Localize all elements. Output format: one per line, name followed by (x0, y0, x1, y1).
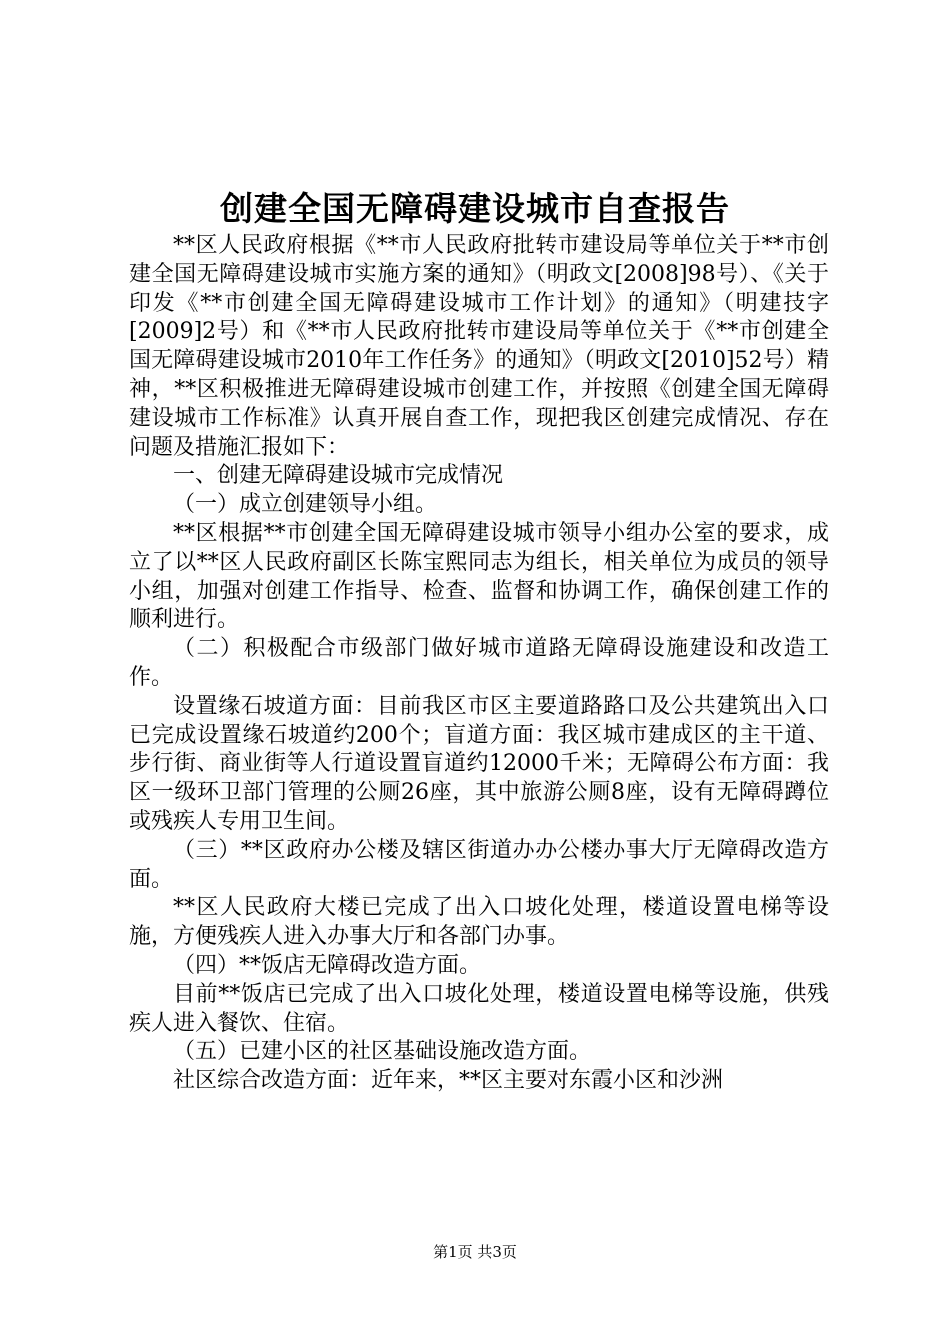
paragraph: **区根据**市创建全国无障碍建设城市领导小组办公室的要求，成立了以**区人民政府副区长陈宝熙同志为组长，相关单位为成员的领导小组，加强对创建工作指导、检查、监督和协调工作，确保创建工作的顺利进行。 (129, 520, 829, 633)
section-heading: 一、创建无障碍建设城市完成情况 (173, 463, 504, 489)
page-number: 第1页 共3页 (433, 1243, 517, 1261)
paragraph: **区人民政府大楼已完成了出入口坡化处理，楼道设置电梯等设施，方便残疾人进入办事大厅和各部门办事。 (129, 895, 829, 950)
subsection-heading: （一）成立创建领导小组。 (173, 492, 438, 518)
subsection-heading: （三）**区政府办公楼及辖区街道办办公楼办事大厅无障碍改造方面。 (129, 837, 829, 892)
paragraph: **区人民政府根据《**市人民政府批转市建设局等单位关于**市创建全国无障碍建设城市实施方案的通知》（明政文[2008]98号）、《关于印发《**市创建全国无障碍建设城市工作计划》的通知》（明建技字[2009]2号）和《**市人民政府批转市建设局等单位关于《**市创建全国无障碍建设城市2010年工作任务》的通知》（明政文[2010]52号）精神，**区积极推进无障碍建设城市创建工作，并按照《创建全国无障碍建设城市工作标准》认真开展自查工作，现把我区创建完成情况、存在问题及措施汇报如下： (129, 233, 829, 460)
document-title: 创建全国无障碍建设城市自查报告 (220, 189, 730, 228)
paragraph: 目前**饭店已完成了出入口坡化处理，楼道设置电梯等设施，供残疾人进入餐饮、住宿。 (129, 981, 829, 1036)
subsection-heading: （五）已建小区的社区基础设施改造方面。 (173, 1039, 592, 1065)
document-body (129, 232, 829, 1096)
paragraph: 社区综合改造方面：近年来，**区主要对东霞小区和沙洲 (173, 1068, 724, 1094)
subsection-heading: （四）**饭店无障碍改造方面。 (173, 952, 482, 978)
subsection-heading: （二）积极配合市级部门做好城市道路无障碍设施建设和改造工作。 (129, 636, 829, 690)
paragraph: 设置缘石坡道方面：目前我区市区主要道路路口及公共建筑出入口已完成设置缘石坡道约200个；盲道方面：我区城市建成区的主干道、步行街、商业街等人行道设置盲道约12000千米；无障碍公布方面：我区一级环卫部门管理的公厕26座，其中旅游公厕8座，设有无障碍蹲位或残疾人专用卫生间。 (129, 693, 829, 834)
